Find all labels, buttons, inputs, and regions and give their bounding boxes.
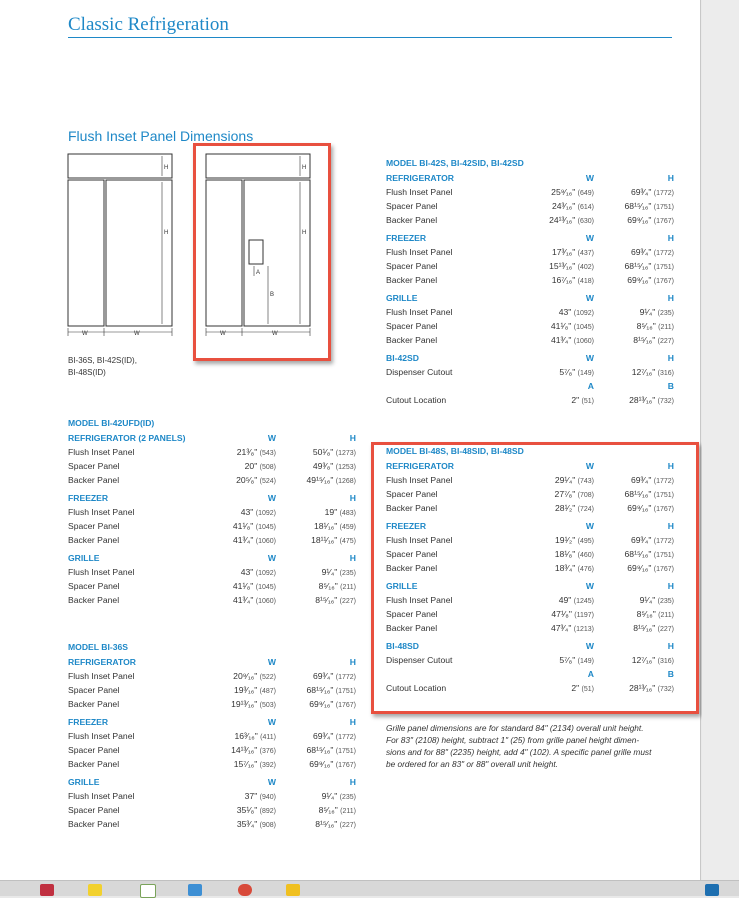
app-icon[interactable] <box>40 884 54 896</box>
taskbar <box>0 880 739 896</box>
table-row: Backer Panel 47³⁄₄" (1213) 8¹⁵⁄₁₆" (227) <box>386 623 674 633</box>
table-row: Flush Inset Panel 43" (1092) 9¹⁄₄" (235) <box>386 307 674 317</box>
table-row: Spacer Panel 27⁷⁄₈" (708) 68¹⁵⁄₁₆" (1751) <box>386 489 674 499</box>
table-row: Flush Inset Panel 16³⁄₁₆" (411) 69³⁄₄" (1772) <box>68 731 356 741</box>
section-title: Flush Inset Panel Dimensions <box>68 128 254 144</box>
app-icon[interactable] <box>705 884 719 896</box>
table-section-header: A B <box>587 381 674 391</box>
table-model-title: MODEL BI-42UFD(ID) <box>68 418 155 428</box>
table-row: Spacer Panel 20" (508) 49³⁄₈" (1253) <box>68 461 356 471</box>
table-row: Spacer Panel 41¹⁄₈" (1045) 8⁵⁄₁₆" (211) <box>68 581 356 591</box>
table-row: Backer Panel 16⁷⁄₁₆" (418) 69⁹⁄₁₆" (1767) <box>386 275 674 285</box>
highlight-box-table <box>371 442 699 714</box>
table-section-header: FREEZER W H <box>68 493 356 503</box>
table-row: Flush Inset Panel 43" (1092) 9¹⁄₄" (235) <box>68 567 356 577</box>
table-row: Dispenser Cutout 5⁷⁄₈" (149) 12⁷⁄₁₆" (316) <box>386 367 674 377</box>
table-row: Flush Inset Panel 21³⁄₈" (543) 50¹⁄₈" (1273) <box>68 447 356 457</box>
table-section-header: BI-42SD W H <box>386 353 674 363</box>
table-row: Cutout Location 2" (51) 28¹³⁄₁₆" (732) <box>386 683 674 693</box>
table-row: Cutout Location 2" (51) 28¹³⁄₁₆" (732) <box>386 395 674 405</box>
table-row: Backer Panel 41³⁄₄" (1060) 18¹¹⁄₁₆" (475) <box>68 535 356 545</box>
table-section-header: REFRIGERATOR W H <box>386 173 674 183</box>
table-bi42ufd <box>68 416 356 607</box>
table-row: Backer Panel 41³⁄₄" (1060) 8¹⁵⁄₁₆" (227) <box>386 335 674 345</box>
table-section-header: REFRIGERATOR W H <box>386 461 674 471</box>
scrollbar[interactable] <box>702 0 739 880</box>
diagram-label-h: H <box>302 230 307 236</box>
table-row: Backer Panel 19¹³⁄₁₆" (503) 69⁹⁄₁₆" (1767) <box>68 699 356 709</box>
table-section-header: GRILLE W H <box>68 777 356 787</box>
table-section-header: REFRIGERATOR W H <box>68 657 356 667</box>
table-section-header: FREEZER W H <box>386 233 674 243</box>
grille-footnote: Grille panel dimensions are for standard 84" (2134) overall unit height. For 83" (2108) height, subtract 1" (25) from grille panel height dimen- sions and for 88" (2235) height, add 4" (102). A specific panel grille must be ordered for an 83" or 88" overall unit height. <box>386 723 652 769</box>
table-row: Flush Inset Panel 43" (1092) 19" (483) <box>68 507 356 517</box>
table-bi42s <box>386 156 674 407</box>
diagram-label-h: H <box>164 165 169 171</box>
table-row: Backer Panel 15⁷⁄₁₆" (392) 69⁹⁄₁₆" (1767) <box>68 759 356 769</box>
table-row: Dispenser Cutout 5⁷⁄₈" (149) 12⁷⁄₁₆" (316) <box>386 655 674 665</box>
table-row: Backer Panel 28¹⁄₂" (724) 69⁹⁄₁₆" (1767) <box>386 503 674 513</box>
table-row: Flush Inset Panel 17³⁄₁₆" (437) 69³⁄₄" (1772) <box>386 247 674 257</box>
table-section-header: FREEZER W H <box>386 521 674 531</box>
table-row: Flush Inset Panel 25⁹⁄₁₆" (649) 69³⁄₄" (1772) <box>386 187 674 197</box>
app-icon[interactable] <box>88 884 102 896</box>
table-row: Spacer Panel 18¹⁄₈" (460) 68¹⁵⁄₁₆" (1751) <box>386 549 674 559</box>
table-section-header: GRILLE W H <box>68 553 356 563</box>
diagram-side-by-side <box>66 152 186 348</box>
table-row: Spacer Panel 15¹³⁄₁₆" (402) 68¹⁵⁄₁₆" (1751) <box>386 261 674 271</box>
table-row: Backer Panel 20⁵⁄₈" (524) 49¹⁵⁄₁₆" (1268) <box>68 475 356 485</box>
app-icon[interactable] <box>188 884 202 896</box>
table-row: Spacer Panel 35¹⁄₈" (892) 8⁵⁄₁₆" (211) <box>68 805 356 815</box>
table-model-title: MODEL BI-48S, BI-48SID, BI-48SD <box>386 446 524 456</box>
table-section-header: REFRIGERATOR (2 PANELS) W H <box>68 433 356 443</box>
table-row: Flush Inset Panel 49" (1245) 9¹⁄₄" (235) <box>386 595 674 605</box>
table-model-title: MODEL BI-42S, BI-42SID, BI-42SD <box>386 158 524 168</box>
diagram-label-w: W <box>220 331 226 337</box>
app-icon[interactable] <box>238 884 252 896</box>
table-section-header: FREEZER W H <box>68 717 356 727</box>
diagram-label-w: W <box>272 331 278 337</box>
diagram-label-w: W <box>134 331 140 337</box>
diagram-label-h: H <box>164 230 169 236</box>
diagram-label-w: W <box>82 331 88 337</box>
table-row: Spacer Panel 24³⁄₁₆" (614) 68¹⁵⁄₁₆" (1751) <box>386 201 674 211</box>
table-row: Flush Inset Panel 37" (940) 9¹⁄₄" (235) <box>68 791 356 801</box>
table-row: Flush Inset Panel 29¹⁄₄" (743) 69³⁄₄" (1772) <box>386 475 674 485</box>
table-row: Flush Inset Panel 19¹⁄₂" (495) 69³⁄₄" (1772) <box>386 535 674 545</box>
page-title: Classic Refrigeration <box>68 14 229 35</box>
diagram-caption: BI-36S, BI-42S(ID), BI-48S(ID) <box>68 356 137 377</box>
table-row: Backer Panel 41³⁄₄" (1060) 8¹⁵⁄₁₆" (227) <box>68 595 356 605</box>
table-row: Backer Panel 35³⁄₄" (908) 8¹⁵⁄₁₆" (227) <box>68 819 356 829</box>
table-row: Backer Panel 24¹³⁄₁₆" (630) 69⁹⁄₁₆" (1767) <box>386 215 674 225</box>
table-row: Flush Inset Panel 20⁹⁄₁₆" (522) 69³⁄₄" (1772) <box>68 671 356 681</box>
app-icon[interactable] <box>286 884 300 896</box>
table-row: Spacer Panel 19³⁄₁₆" (487) 68¹⁵⁄₁₆" (1751) <box>68 685 356 695</box>
table-bi36s <box>68 640 356 831</box>
title-divider <box>68 37 672 38</box>
table-section-header: GRILLE W H <box>386 293 674 303</box>
table-row: Spacer Panel 41¹⁄₈" (1045) 8⁵⁄₁₆" (211) <box>386 321 674 331</box>
table-section-header: BI-48SD W H <box>386 641 674 651</box>
app-icon[interactable] <box>140 884 156 898</box>
table-row: Backer Panel 18³⁄₄" (476) 69⁹⁄₁₆" (1767) <box>386 563 674 573</box>
table-row: Spacer Panel 47¹⁄₈" (1197) 8⁵⁄₁₆" (211) <box>386 609 674 619</box>
diagram-label-b: B <box>270 292 275 298</box>
table-row: Spacer Panel 41¹⁄₈" (1045) 18¹⁄₁₆" (459) <box>68 521 356 531</box>
table-model-title: MODEL BI-36S <box>68 642 129 652</box>
table-section-header: GRILLE W H <box>386 581 674 591</box>
highlight-box-diagram <box>193 143 331 361</box>
table-row: Spacer Panel 14¹³⁄₁₆" (376) 68¹⁵⁄₁₆" (1751) <box>68 745 356 755</box>
diagram-label-a: A <box>256 270 261 276</box>
table-section-header: A B <box>587 669 674 679</box>
diagram-label-h: H <box>302 165 307 171</box>
